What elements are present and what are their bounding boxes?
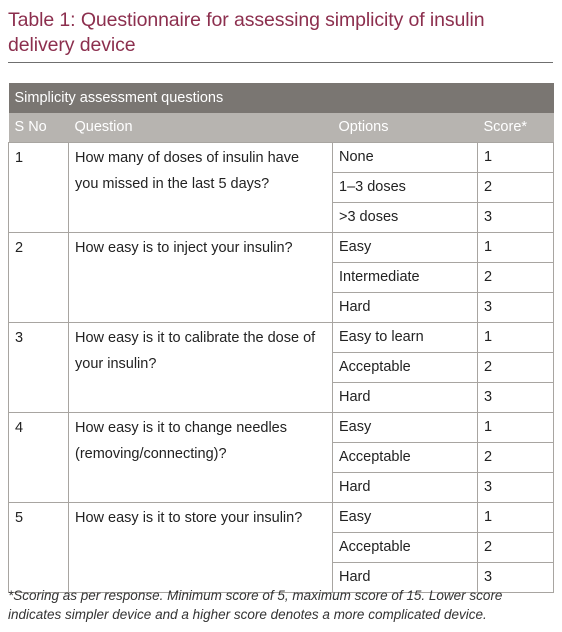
option-score: 3 — [478, 563, 554, 593]
table-row — [9, 413, 554, 443]
row-number: 3 — [9, 323, 69, 413]
header-options: Options — [333, 113, 478, 143]
header-question: Question — [69, 113, 333, 143]
option-score: 2 — [478, 353, 554, 383]
question-text: How easy is it to store your insulin? — [69, 503, 333, 593]
option-score: 2 — [478, 173, 554, 203]
option-label: Easy — [333, 503, 478, 533]
option-score: 3 — [478, 383, 554, 413]
row-number: 1 — [9, 143, 69, 233]
option-score: 2 — [478, 443, 554, 473]
row-number: 2 — [9, 233, 69, 323]
table-header-row — [9, 113, 554, 143]
table-row — [9, 233, 554, 263]
table-caption-row — [9, 83, 554, 113]
option-score: 1 — [478, 233, 554, 263]
option-label: Acceptable — [333, 353, 478, 383]
option-label: Hard — [333, 473, 478, 503]
table-title: Table 1: Questionnaire for assessing simplicity of insulin delivery device — [8, 9, 485, 56]
table-footnote: *Scoring as per response. Minimum score of 5, maximum score of 15. Lower score indicates simpler device and a higher score denotes a more complicated device. — [8, 588, 503, 622]
option-label: None — [333, 143, 478, 173]
question-text: How easy is to inject your insulin? — [69, 233, 333, 323]
question-text: How easy is it to change needles (removing/connecting)? — [69, 413, 333, 503]
option-score: 1 — [478, 413, 554, 443]
table-body — [9, 143, 554, 593]
option-label: Easy — [333, 413, 478, 443]
option-label: Hard — [333, 293, 478, 323]
questionnaire-table — [8, 83, 554, 593]
option-label: Easy to learn — [333, 323, 478, 353]
option-score: 2 — [478, 533, 554, 563]
option-label: Hard — [333, 383, 478, 413]
option-label: Hard — [333, 563, 478, 593]
row-number: 4 — [9, 413, 69, 503]
option-label: Easy — [333, 233, 478, 263]
option-label: Acceptable — [333, 443, 478, 473]
option-score: 1 — [478, 323, 554, 353]
option-label: >3 doses — [333, 203, 478, 233]
option-score: 3 — [478, 473, 554, 503]
option-score: 1 — [478, 503, 554, 533]
row-number: 5 — [9, 503, 69, 593]
title-divider — [8, 62, 553, 63]
option-label: Intermediate — [333, 263, 478, 293]
option-label: Acceptable — [333, 533, 478, 563]
table-row — [9, 143, 554, 173]
header-score: Score* — [478, 113, 554, 143]
table-row — [9, 323, 554, 353]
header-sno: S No — [9, 113, 69, 143]
option-score: 1 — [478, 143, 554, 173]
option-score: 3 — [478, 293, 554, 323]
table-row — [9, 503, 554, 533]
option-score: 2 — [478, 263, 554, 293]
option-score: 3 — [478, 203, 554, 233]
question-text: How easy is it to calibrate the dose of your insulin? — [69, 323, 333, 413]
option-label: 1–3 doses — [333, 173, 478, 203]
table-caption: Simplicity assessment questions — [9, 83, 554, 113]
question-text: How many of doses of insulin have you missed in the last 5 days? — [69, 143, 333, 233]
